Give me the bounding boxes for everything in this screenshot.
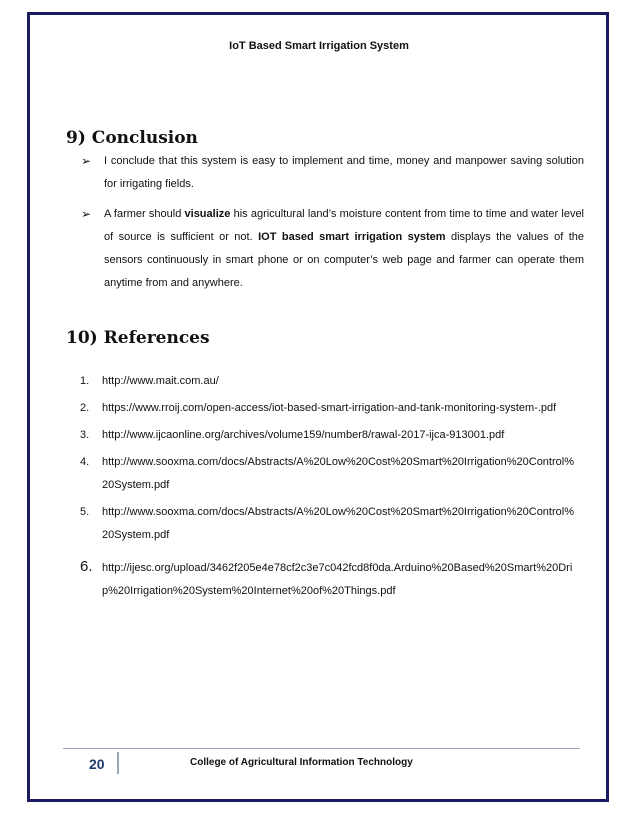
footer-text: College of Agricultural Information Technology <box>190 757 413 768</box>
reference-link[interactable]: http://www.ijcaonline.org/archives/volume159/number8/rawal-2017-ijca-913001.pdf <box>102 429 505 441</box>
reference-number: 5. <box>80 506 90 518</box>
bullet-text-part: his agricultural land’s moisture content from time to time and water level of source is sufficient or not. <box>104 208 585 243</box>
page-number: 20 <box>89 756 105 772</box>
bullet-bold-visualize: visualize <box>184 208 231 220</box>
reference-number: 3. <box>80 429 90 441</box>
reference-link[interactable]: http://ijesc.org/upload/3462f205e4e78cf2c3e7c042fcd8f0da.Arduino%20Based%20Smart%20Drip%20Irrigation%20System%20Internet%20of%20Things.pdf <box>102 562 573 597</box>
reference-list <box>80 370 580 603</box>
header-title: IoT Based Smart Irrigation System <box>229 40 409 52</box>
reference-number: 6. <box>80 558 93 575</box>
conclusion-bullet-1 <box>81 150 584 196</box>
reference-item <box>80 397 580 420</box>
reference-item <box>80 370 580 393</box>
arrow-bullet-icon: ➢ <box>81 154 92 168</box>
bullet-text <box>84 203 584 295</box>
reference-number: 2. <box>80 402 90 414</box>
reference-link[interactable]: http://www.sooxma.com/docs/Abstracts/A%20Low%20Cost%20Smart%20Irrigation%20Control%20System.pdf <box>102 506 574 541</box>
reference-item <box>80 501 580 547</box>
bullet-text-part: displays the values of the sensors continuously in smart phone or on computer’s web page and farmer can operate them anytime from and anywhere. <box>104 231 585 289</box>
conclusion-bullet-2 <box>81 203 585 295</box>
footer-rule <box>63 748 580 749</box>
bullet-text: I conclude that this system is easy to implement and time, money and manpower saving solution for irrigating fields. <box>104 155 584 190</box>
reference-item <box>80 451 580 497</box>
bullet-text-part: A farmer should <box>104 208 185 220</box>
page-number-divider <box>117 752 119 774</box>
reference-link[interactable]: http://www.mait.com.au/ <box>102 375 219 387</box>
reference-number: 1. <box>80 375 90 387</box>
reference-item <box>80 424 580 447</box>
bullet-bold-iot: IOT based smart irrigation system <box>258 231 446 243</box>
reference-item <box>80 557 580 603</box>
arrow-bullet-icon: ➢ <box>81 207 92 221</box>
reference-link[interactable]: https://www.rroij.com/open-access/iot-based-smart-irrigation-and-tank-monitoring-system-.pdf <box>102 402 557 414</box>
references-heading: 10) References <box>66 328 210 348</box>
reference-number: 4. <box>80 456 90 468</box>
reference-link[interactable]: http://www.sooxma.com/docs/Abstracts/A%20Low%20Cost%20Smart%20Irrigation%20Control%20System.pdf <box>102 456 574 491</box>
conclusion-heading: 9) Conclusion <box>66 128 198 148</box>
